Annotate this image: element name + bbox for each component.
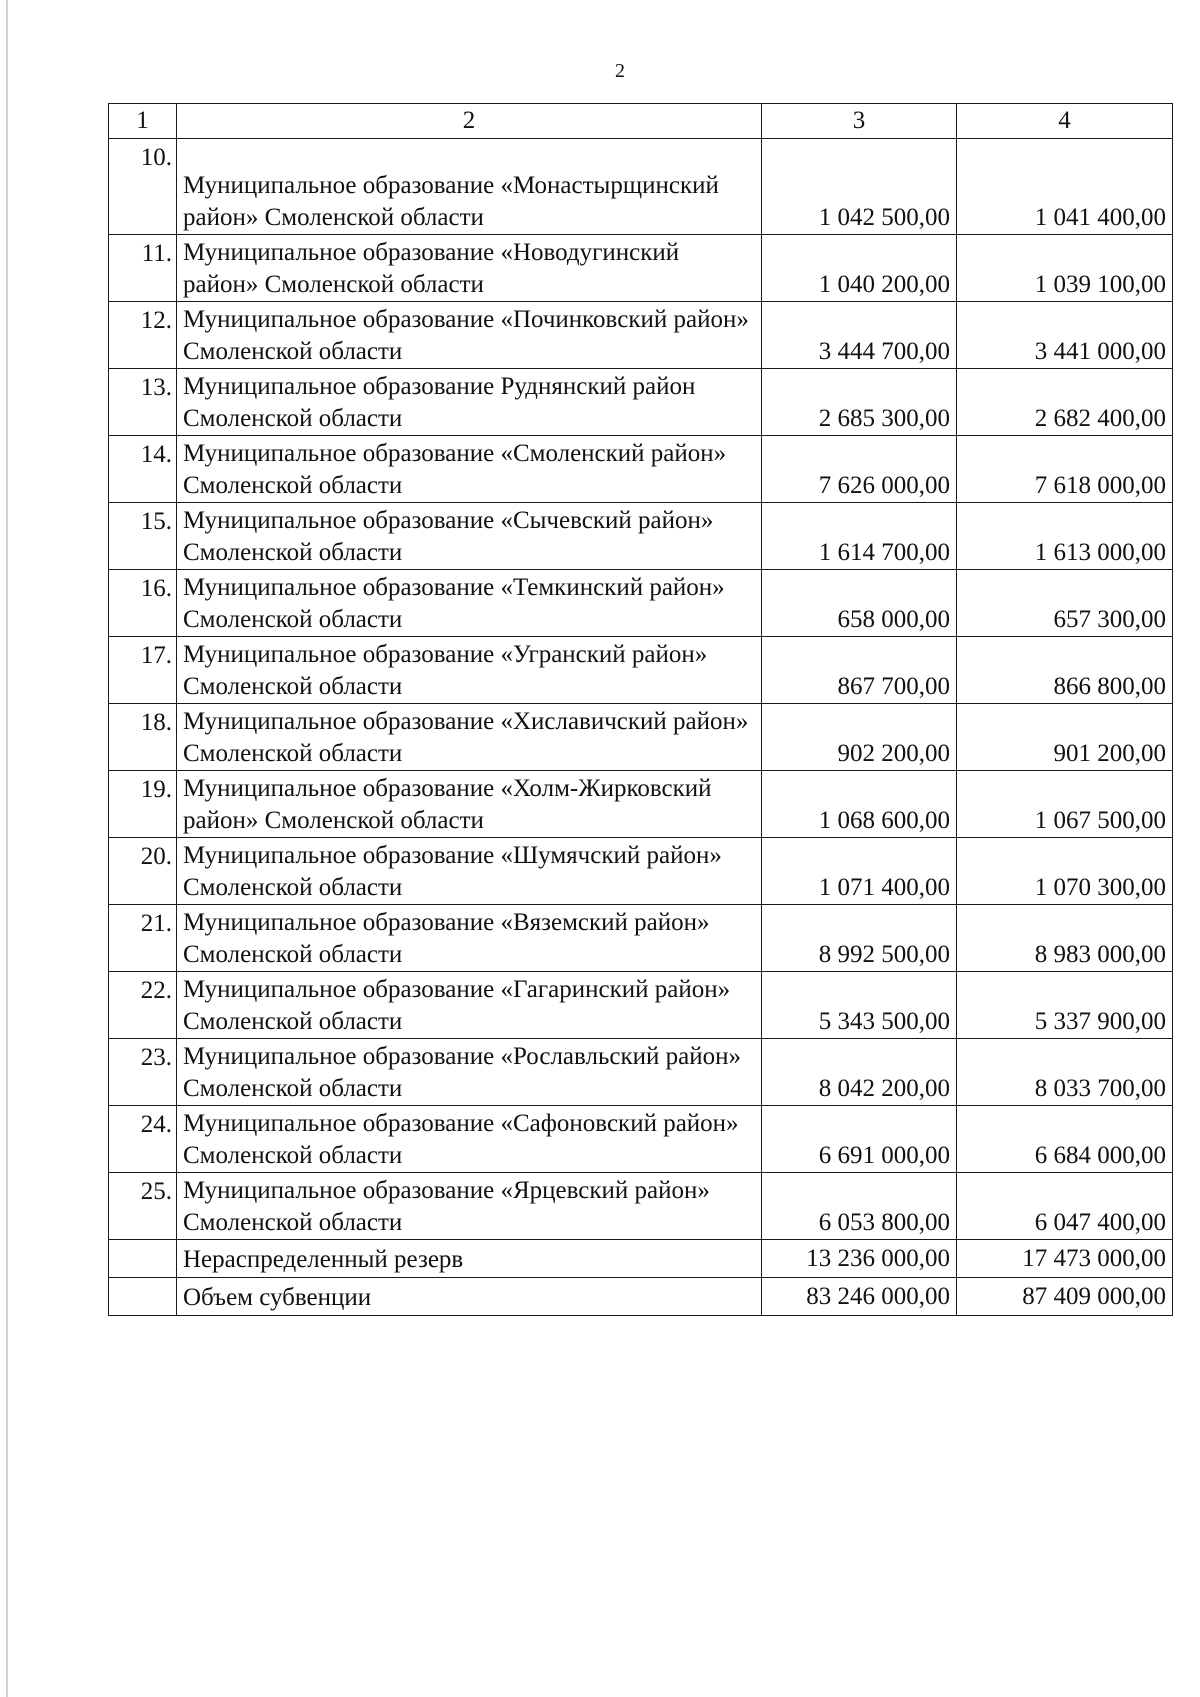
municipality-name-cell: Муниципальное образование «Починковский район» Смоленской области (177, 302, 762, 369)
table-row (109, 235, 1173, 302)
value-col3-cell: 1 042 500,00 (762, 139, 957, 235)
table-body (109, 104, 1173, 1316)
municipality-name-cell: Муниципальное образование «Сычевский район» Смоленской области (177, 503, 762, 570)
value-col4-cell: 8 033 700,00 (957, 1039, 1173, 1106)
value-col3-cell: 6 053 800,00 (762, 1173, 957, 1240)
row-number-cell: 18. (109, 704, 177, 771)
reserve-row (109, 1240, 1173, 1278)
subvention-table (108, 103, 1173, 1316)
table-row (109, 771, 1173, 838)
value-col4-cell: 1 039 100,00 (957, 235, 1173, 302)
row-number-cell: 21. (109, 905, 177, 972)
row-number-cell: 19. (109, 771, 177, 838)
value-col4-cell: 1 613 000,00 (957, 503, 1173, 570)
municipality-name-cell: Муниципальное образование «Угранский район» Смоленской области (177, 637, 762, 704)
value-col3-cell: 1 040 200,00 (762, 235, 957, 302)
value-col4-cell: 6 684 000,00 (957, 1106, 1173, 1173)
value-col3-cell: 8 992 500,00 (762, 905, 957, 972)
table-row (109, 369, 1173, 436)
row-number-cell: 17. (109, 637, 177, 704)
reserve-col4-cell: 17 473 000,00 (957, 1240, 1173, 1278)
row-number-cell: 20. (109, 838, 177, 905)
value-col4-cell: 1 041 400,00 (957, 139, 1173, 235)
table-row (109, 838, 1173, 905)
scan-edge-line (6, 0, 8, 1697)
value-col3-cell: 6 691 000,00 (762, 1106, 957, 1173)
header-row (109, 104, 1173, 139)
value-col4-cell: 1 070 300,00 (957, 838, 1173, 905)
municipality-name-cell: Муниципальное образование «Гагаринский район» Смоленской области (177, 972, 762, 1039)
empty-number-cell (109, 1240, 177, 1278)
municipality-name-cell: Муниципальное образование «Монастырщинский район» Смоленской области (177, 139, 762, 235)
table-row (109, 139, 1173, 235)
municipality-name-cell: Муниципальное образование «Холм-Жирковский район» Смоленской области (177, 771, 762, 838)
row-number-cell: 23. (109, 1039, 177, 1106)
row-number-cell: 25. (109, 1173, 177, 1240)
row-number-cell: 11. (109, 235, 177, 302)
value-col3-cell: 658 000,00 (762, 570, 957, 637)
table-row (109, 905, 1173, 972)
municipality-name-cell: Муниципальное образование «Вяземский район» Смоленской области (177, 905, 762, 972)
table-row (109, 570, 1173, 637)
reserve-col3-cell: 13 236 000,00 (762, 1240, 957, 1278)
value-col3-cell: 8 042 200,00 (762, 1039, 957, 1106)
municipality-name-cell: Муниципальное образование «Ярцевский район» Смоленской области (177, 1173, 762, 1240)
municipality-name-cell: Муниципальное образование «Хиславичский район» Смоленской области (177, 704, 762, 771)
value-col3-cell: 902 200,00 (762, 704, 957, 771)
header-cell-4: 4 (957, 104, 1173, 139)
table-row (109, 637, 1173, 704)
value-col3-cell: 7 626 000,00 (762, 436, 957, 503)
value-col3-cell: 5 343 500,00 (762, 972, 957, 1039)
municipality-name-cell: Муниципальное образование «Смоленский район» Смоленской области (177, 436, 762, 503)
table-row (109, 1039, 1173, 1106)
header-cell-3: 3 (762, 104, 957, 139)
row-number-cell: 10. (109, 139, 177, 235)
value-col4-cell: 1 067 500,00 (957, 771, 1173, 838)
table-row (109, 1173, 1173, 1240)
row-number-cell: 22. (109, 972, 177, 1039)
row-number-cell: 13. (109, 369, 177, 436)
row-number-cell: 24. (109, 1106, 177, 1173)
value-col4-cell: 8 983 000,00 (957, 905, 1173, 972)
table-row (109, 302, 1173, 369)
value-col3-cell: 2 685 300,00 (762, 369, 957, 436)
value-col4-cell: 2 682 400,00 (957, 369, 1173, 436)
value-col4-cell: 7 618 000,00 (957, 436, 1173, 503)
value-col3-cell: 867 700,00 (762, 637, 957, 704)
municipality-name-cell: Муниципальное образование Руднянский район Смоленской области (177, 369, 762, 436)
value-col3-cell: 1 614 700,00 (762, 503, 957, 570)
total-col4-cell: 87 409 000,00 (957, 1278, 1173, 1316)
row-number-cell: 12. (109, 302, 177, 369)
value-col4-cell: 866 800,00 (957, 637, 1173, 704)
value-col4-cell: 3 441 000,00 (957, 302, 1173, 369)
total-label-cell: Объем субвенции (177, 1278, 762, 1316)
row-number-cell: 16. (109, 570, 177, 637)
row-number-cell: 14. (109, 436, 177, 503)
page-number: 2 (615, 60, 625, 82)
total-row (109, 1278, 1173, 1316)
value-col4-cell: 657 300,00 (957, 570, 1173, 637)
value-col3-cell: 3 444 700,00 (762, 302, 957, 369)
value-col4-cell: 901 200,00 (957, 704, 1173, 771)
reserve-label-cell: Нераспределенный резерв (177, 1240, 762, 1278)
header-cell-1: 1 (109, 104, 177, 139)
municipality-name-cell: Муниципальное образование «Сафоновский район» Смоленской области (177, 1106, 762, 1173)
value-col3-cell: 1 068 600,00 (762, 771, 957, 838)
table-row (109, 1106, 1173, 1173)
value-col4-cell: 6 047 400,00 (957, 1173, 1173, 1240)
value-col3-cell: 1 071 400,00 (762, 838, 957, 905)
header-cell-2: 2 (177, 104, 762, 139)
municipality-name-cell: Муниципальное образование «Рославльский район» Смоленской области (177, 1039, 762, 1106)
row-number-cell: 15. (109, 503, 177, 570)
municipality-name-cell: Муниципальное образование «Шумячский район» Смоленской области (177, 838, 762, 905)
value-col4-cell: 5 337 900,00 (957, 972, 1173, 1039)
table-row (109, 436, 1173, 503)
municipality-name-cell: Муниципальное образование «Новодугинский район» Смоленской области (177, 235, 762, 302)
table-row (109, 503, 1173, 570)
municipality-name-cell: Муниципальное образование «Темкинский район» Смоленской области (177, 570, 762, 637)
table-row (109, 704, 1173, 771)
total-col3-cell: 83 246 000,00 (762, 1278, 957, 1316)
empty-number-cell (109, 1278, 177, 1316)
table-row (109, 972, 1173, 1039)
